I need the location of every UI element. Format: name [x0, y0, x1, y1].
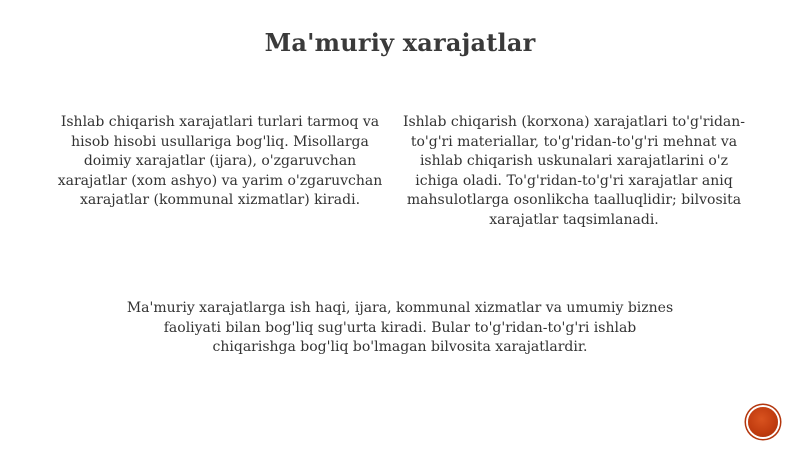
slide-nav-circle-icon[interactable] — [748, 407, 778, 437]
bottom-text-block: Ma'muriy xarajatlarga ish haqi, ijara, kommunal xizmatlar va umumiy biznes faoliyati bilan bog'liq sug'urta kiradi. Bular to'g'ridan-to'g'ri ishlab chiqarishga bog'liq bo'lmagan bilvosita xarajatlardir. — [126, 300, 674, 355]
left-text-block: Ishlab chiqarish xarajatlari turlari tarmoq va hisob hisobi usullariga bog'liq. Misollarga doimiy xarajatlar (ijara), o'zgaruvchan xarajatlar (xom ashyo) va yarim o'zgaruvchan xarajatlar (kommunal xizmatlar) kiradi. — [57, 114, 383, 208]
slide-title: Ma'muriy xarajatlar — [264, 28, 536, 57]
right-text-block: Ishlab chiqarish (korxona) xarajatlari to'g'ridan-to'g'ri materiallar, to'g'ridan-to'g'ri mehnat va ishlab chiqarish uskunalari xarajatlarini o'z ichiga oladi. To'g'ridan-to'g'ri xarajatlar aniq mahsulotlarga osonlikcha taalluqlidir; bilvosita xarajatlar taqsimlanadi. — [402, 114, 746, 228]
